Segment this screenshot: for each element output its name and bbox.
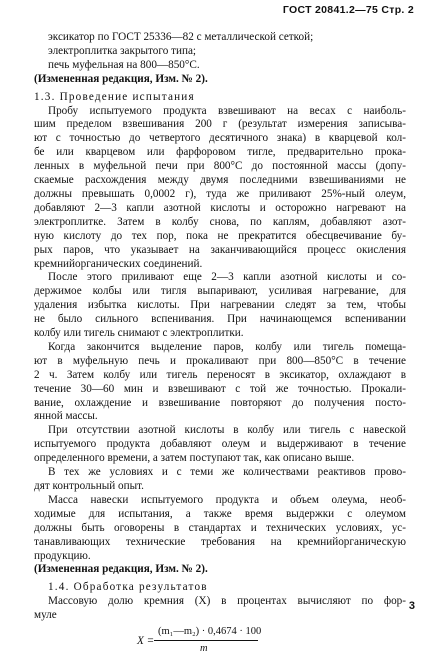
text-line: шим пределом взвешивания 200 г (результат измерения записыва- <box>34 118 406 131</box>
page-header: ГОСТ 20841.2—75 Стр. 2 <box>282 4 414 16</box>
amendment-note: (Измененная редакция, Изм. № 2). <box>34 72 208 85</box>
text-line: ную кислоту до тех пор, пока не прекратится обесцвечивание бу- <box>34 229 406 242</box>
text-line: определенного времени, а затем поступают так, как описано выше. <box>34 452 355 465</box>
text-line: течение 30—60 мин и взвешивают с той же точностью. Прокали- <box>34 382 406 395</box>
text-line: Массовую долю кремния (X) в процентах вычисляют по фор- <box>48 595 406 608</box>
text-line: вание, охлаждение и взвешивание повторяют до получения посто- <box>34 396 406 409</box>
formula-numerator: (m₁—m₂) · 0,4674 · 100 <box>158 626 262 638</box>
text-line: эксикатор по ГОСТ 25336—82 с металлической сеткой; <box>48 31 314 43</box>
amendment-note: (Измененная редакция, Изм. № 2). <box>34 563 208 576</box>
text-line: янной массы. <box>34 410 98 423</box>
document-body <box>34 31 406 659</box>
page-number: 3 <box>408 600 415 613</box>
formula-lhs: X = <box>137 635 155 648</box>
text-line: должны быть оговорены в стандартах и технических условиях, ус- <box>34 521 406 534</box>
text-line: испытуемого продукта добавляют олеум и выдерживают в течение <box>34 438 406 451</box>
text-line: кремнийорганических соединений. <box>34 257 203 270</box>
text-line: После этого приливают еще 2—3 капли азотной кислоты и со- <box>48 271 406 284</box>
text-line: добавляют 2—3 капли азотной кислоты и осторожно нагревают на <box>34 201 406 214</box>
text-line: ют в муфельную печь и прокаливают при 800—850°C в течение <box>34 354 406 367</box>
text-line: рых паров, что указывает на заканчивающийся процесс окисления <box>34 243 406 256</box>
section-heading: 1.4. Обработка результатов <box>48 581 208 594</box>
text-line: Масса навески испытуемого продукта и объем олеума, необ- <box>48 493 406 506</box>
text-line: ют с точностью до четвертого десятичного знака) в кварцевой кол- <box>34 132 406 145</box>
text-line: танавливающих технические требования на кремнийорганическую <box>34 535 406 548</box>
text-line: Когда закончится выделение паров, колбу или тигель помеща- <box>48 340 406 353</box>
text-line: дят контрольный опыт. <box>34 480 144 492</box>
text-line: 2 ч. Затем колбу или тигель переносят в эксикатор, охлаждают в <box>34 368 406 381</box>
formula-denominator: m <box>200 643 208 655</box>
text-line: электроплитке. Затем в колбу снова, по каплям, добавляют азот- <box>34 215 406 228</box>
text-line: бе или кварцевом или фарфоровом тигле, предварительно прока- <box>34 146 406 159</box>
text-line: электроплитка закрытого типа; <box>48 44 197 57</box>
text-line: При отсутствии азотной кислоты в колбу или тигель с навеской <box>48 424 406 437</box>
text-line: скаемые расхождения между двумя последними взвешиваниями не <box>34 174 406 187</box>
text-line: ходимые для испытания, а также время выдержки с олеумом <box>34 507 406 520</box>
text-line: колбу или тигель снимают с электроплитки. <box>34 327 244 340</box>
text-line: муле <box>34 609 57 622</box>
text-line: удаления избытка кислоты. При нагревании следят за тем, чтобы <box>34 299 406 312</box>
text-line: должны превышать 0,0002 г), туда же приливают 25%-ный олеум, <box>34 187 406 200</box>
text-line: держимое колбы или тигля выпаривают, усиливая нагревание, для <box>34 285 406 298</box>
fraction-bar <box>154 640 258 641</box>
text-line: ленных в муфельной печи при 800°C до постоянной массы (допу- <box>34 160 406 173</box>
text-line: не было сильного вспенивания. При начинающемся вспенивании <box>34 313 406 326</box>
section-heading: 1.3. Проведение испытания <box>34 90 195 103</box>
text-line: продукцию. <box>34 549 91 562</box>
text-line: печь муфельная на 800—850°C. <box>48 58 200 71</box>
text-line: В тех же условиях и с теми же количествами реактивов прово- <box>48 466 406 479</box>
text-line: Пробу испытуемого продукта взвешивают на весах с наиболь- <box>48 104 406 117</box>
